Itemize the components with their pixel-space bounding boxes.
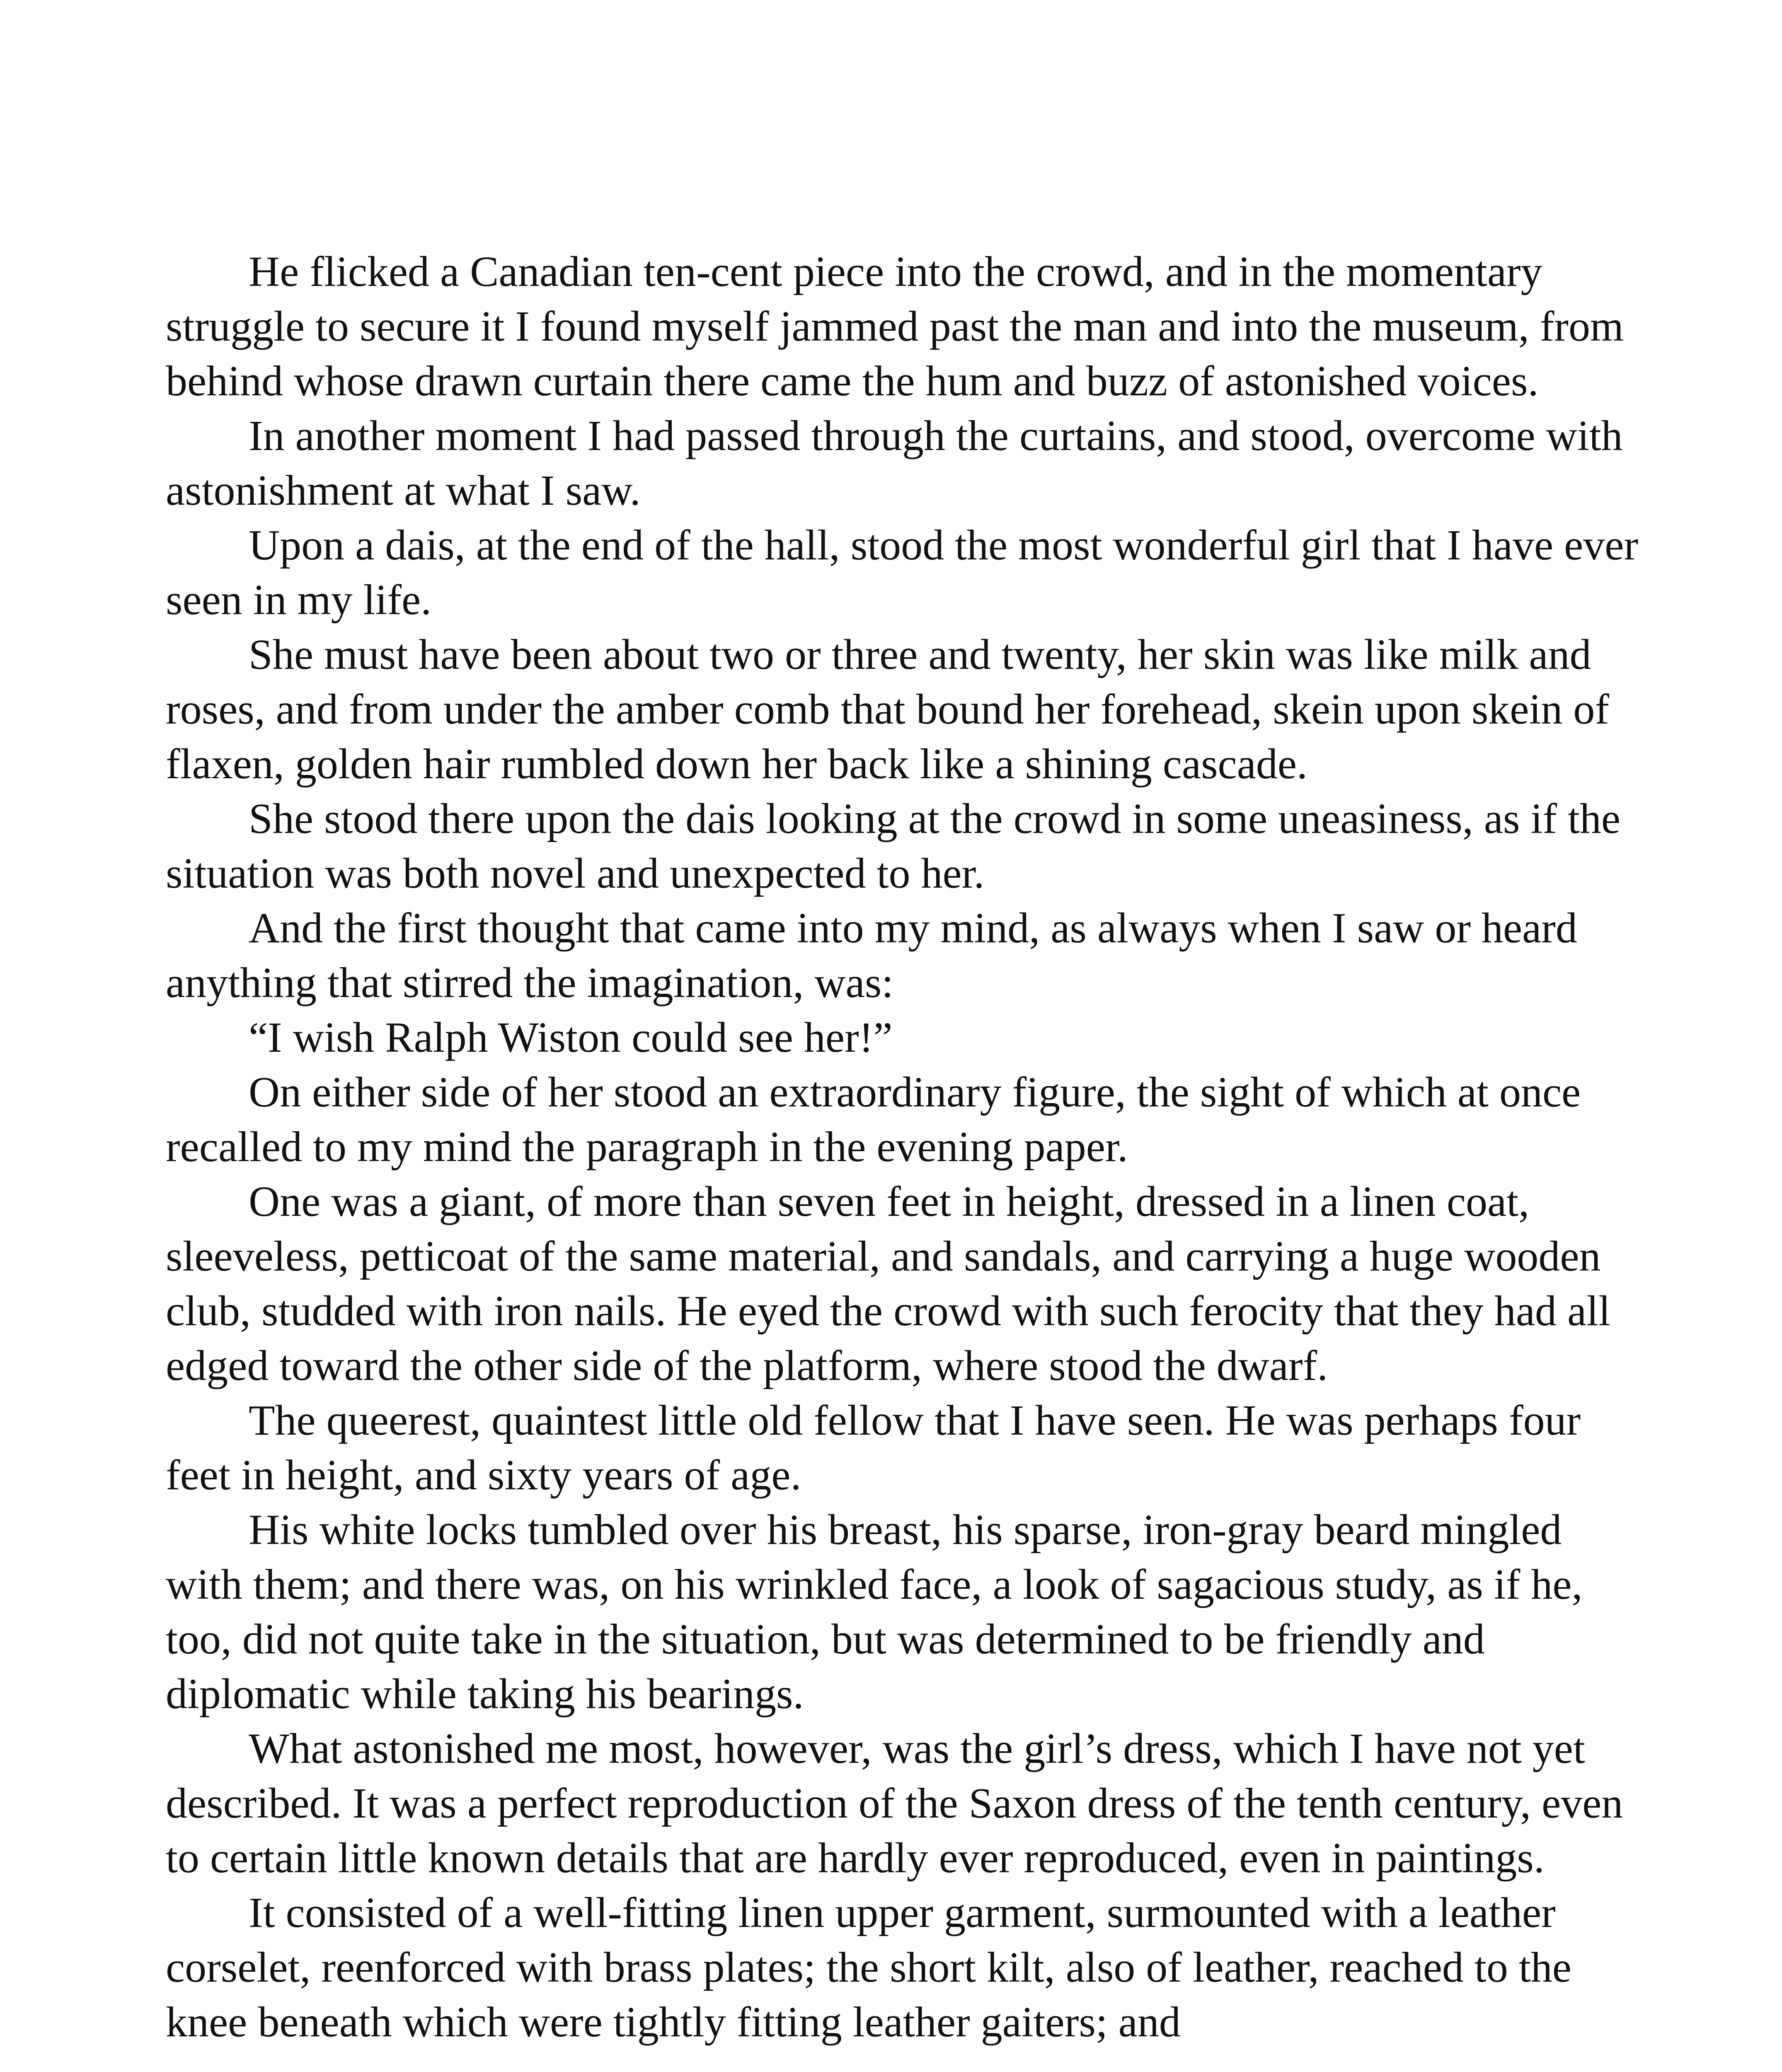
paragraph: He flicked a Canadian ten-cent piece into the crowd, and in the momentary struggle to secure it I found myself jammed past the man and into the museum, from behind whose drawn curtain there came the hum and buzz of astonished voices. bbox=[166, 248, 1624, 405]
paragraph: It consisted of a well-fitting linen upper garment, surmounted with a leather corselet, reenforced with brass plates; the short kilt, also of leather, reached to the knee beneath which were tightly fitting leather gaiters; and bbox=[166, 1889, 1571, 2046]
paragraph: She must have been about two or three and twenty, her skin was like milk and roses, and from under the amber comb that bound her forehead, skein upon skein of flaxen, golden hair rumbled down her back like a shining cascade. bbox=[166, 631, 1609, 788]
paragraph: Upon a dais, at the end of the hall, stood the most wonderful girl that I have ever seen in my life. bbox=[166, 521, 1639, 624]
paragraph: The queerest, quaintest little old fellow that I have seen. He was perhaps four feet in height, and sixty years of age. bbox=[166, 1397, 1581, 1499]
paragraph: She stood there upon the dais looking at the crowd in some uneasiness, as if the situation was both novel and unexpected to her. bbox=[166, 795, 1621, 897]
body-text bbox=[166, 244, 1641, 2050]
paragraph: What astonished me most, however, was the girl’s dress, which I have not yet described. It was a perfect reproduction of the Saxon dress of the tenth century, even to certain little known details that are hardly ever reproduced, even in paintings. bbox=[166, 1725, 1623, 1882]
paragraph: In another moment I had passed through the curtains, and stood, overcome with astonishment at what I saw. bbox=[166, 412, 1623, 514]
paragraph: And the first thought that came into my mind, as always when I saw or heard anything that stirred the imagination, was: bbox=[166, 904, 1577, 1007]
paragraph: “I wish Ralph Wiston could see her!” bbox=[249, 1014, 893, 1061]
paragraph: One was a giant, of more than seven feet in height, dressed in a linen coat, sleeveless, petticoat of the same material, and sandals, and carrying a huge wooden club, studded with iron nails. He eyed the crowd with such ferocity that they had all edged toward the other side of the platform, where stood the dwarf. bbox=[166, 1178, 1610, 1389]
paragraph: His white locks tumbled over his breast, his sparse, iron-gray beard mingled with them; and there was, on his wrinkled face, a look of sagacious study, as if he, too, did not quite take in the situation, but was determined to be friendly and diplomatic while taking his bearings. bbox=[166, 1506, 1583, 1718]
paragraph: On either side of her stood an extraordinary figure, the sight of which at once recalled to my mind the paragraph in the evening paper. bbox=[166, 1068, 1581, 1171]
